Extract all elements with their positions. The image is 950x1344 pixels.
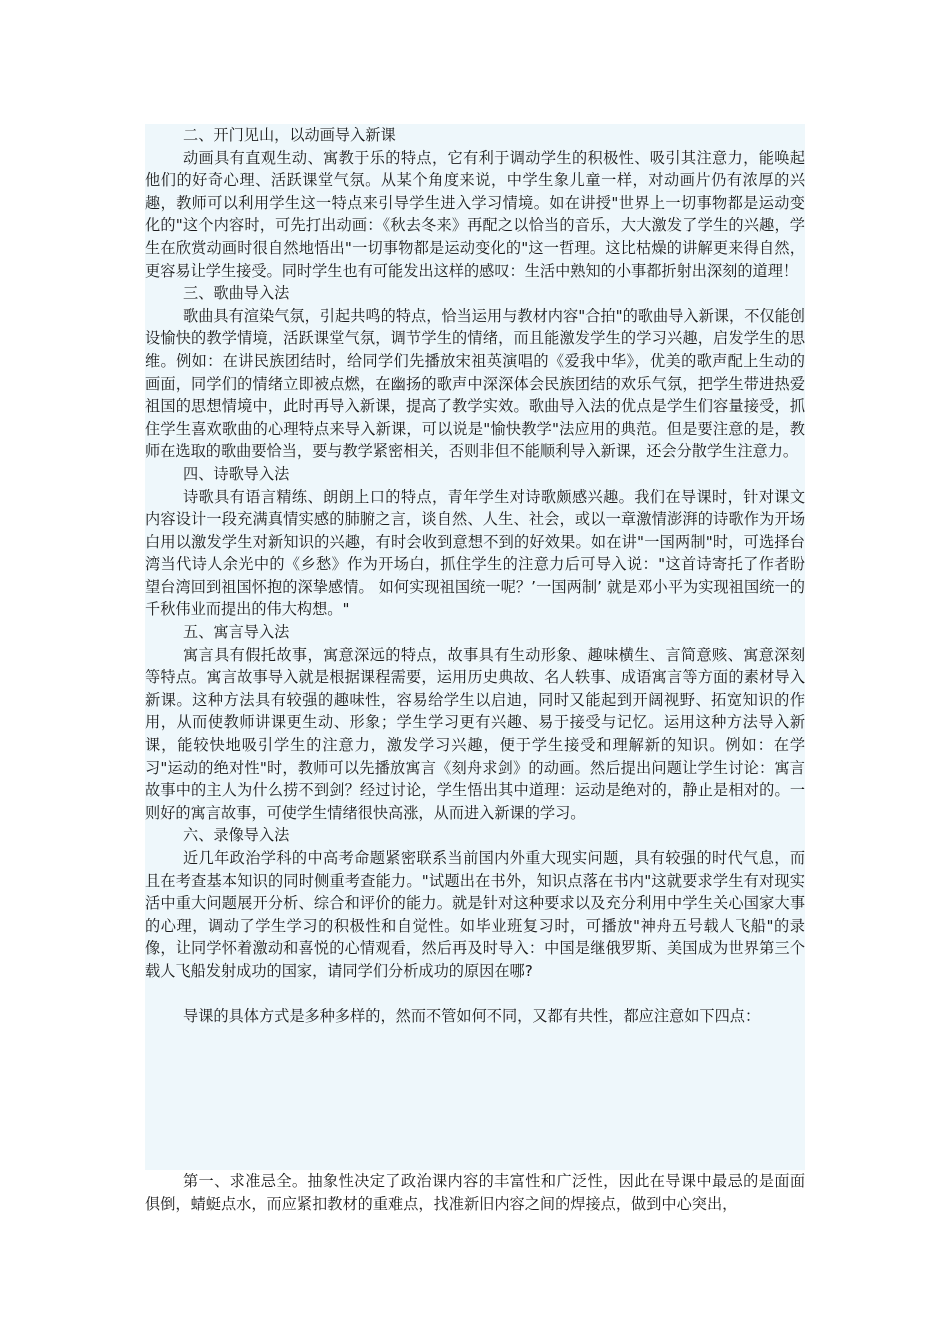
body-paragraph: 歌曲具有渲染气氛，引起共鸣的特点，恰当运用与教材内容"合拍"的歌曲导入新课，不仅能创设愉快的教学情境，活跃课堂气氛，调节学生的情绪，而且能激发学生的学习兴趣，启发学生的思维。例如：在讲民族团结时，给同学们先播放宋祖英演唱的《爱我中华》，优美的歌声配上生动的画面，同学们的情绪立即被点燃，在幽扬的歌声中深深体会民族团结的欢乐气氛，把学生带进热爱祖国的思想情境中，此时再导入新课，提高了教学实效。歌曲导入法的优点是学生们容量接受，抓住学生喜欢歌曲的心理特点来导入新课，可以说是"愉快教学"法应用的典范。但是要注意的是，教师在选取的歌曲要恰当，要与教学紧密相关，否则非但不能顺利导入新课，还会分散学生注意力。 xyxy=(145,306,805,461)
body-paragraph: 寓言具有假托故事，寓意深远的特点，故事具有生动形象、趣味横生、言简意赅、寓意深刻等特点。寓言故事导入就是根据课程需要，运用历史典故、名人轶事、成语寓言等方面的素材导入新课。这种方法具有较强的趣味性，容易给学生以启迪，同时又能起到开阔视野、拓宽知识的作用，从而使教师讲课更生动、形象；学生学习更有兴趣、易于接受与记忆。运用这种方法导入新课，能较快地吸引学生的注意力，激发学习兴趣，便于学生接受和理解新的知识。例如：在学习"运动的绝对性"时，教师可以先播放寓言《刻舟求剑》的动画。然后提出问题让学生讨论：寓言故事中的主人为什么捞不到剑？经过讨论，学生悟出其中道理：运动是绝对的，静止是相对的。一则好的寓言故事，可使学生情绪很快高涨，从而进入新课的学习。 xyxy=(145,645,805,822)
section-heading: 五、寓言导入法 xyxy=(183,623,290,642)
body-paragraph: 动画具有直观生动、寓教于乐的特点，它有利于调动学生的积极性、吸引其注意力，能唤起他们的好奇心理、活跃课堂气氛。从某个角度来说，中学生象儿童一样，对动画片仍有浓厚的兴趣，教师可以利用学生这一特点来引导学生进入学习情境。如在讲授"世界上一切事物都是运动变化的"这个内容时，可先打出动画：《秋去冬来》再配之以恰当的音乐，大大激发了学生的兴趣，学生在欣赏动画时很自然地悟出"一切事物都是运动变化的"这一哲理。这比枯燥的讲解更来得自然，更容易让学生接受。同时学生也有可能发出这样的感叹：生活中熟知的小事都折射出深刻的道理！ xyxy=(145,148,805,280)
paragraph-first-point: 第一、求准忌全。抽象性决定了政治课内容的丰富性和广泛性，因此在导课中最忌的是面面俱倒，蜻蜓点水，而应紧扣教材的重难点，找准新旧内容之间的焊接点，做到中心突出， xyxy=(145,1172,805,1213)
body-paragraph: 诗歌具有语言精练、朗朗上口的特点，青年学生对诗歌颇感兴趣。我们在导课时，针对课文内容设计一段充满真情实感的肺腑之言，谈自然、人生、社会，或以一章激情澎湃的诗歌作为开场白用以激发学生对新知识的兴趣，有时会收到意想不到的好效果。如在讲"一国两制"时，可选择台湾当代诗人余光中的《乡愁》作为开场白，抓住学生的注意力后可导入说："这首诗寄托了作者盼望台湾回到祖国怀抱的深挚感情。 如何实现祖国统一呢？’一国两制’ 就是邓小平为实现祖国统一的千秋伟业而提出的伟大构想。" xyxy=(145,487,805,619)
section-heading: 三、歌曲导入法 xyxy=(183,284,290,303)
highlighted-text-block xyxy=(145,124,805,1170)
section-heading: 六、录像导入法 xyxy=(183,826,290,845)
blank-line xyxy=(145,983,805,1006)
section-heading: 四、诗歌导入法 xyxy=(183,464,290,483)
body-paragraph: 导课的具体方式是多种多样的，然而不管如何不同，又都有共性，都应注意如下四点： xyxy=(183,1007,761,1026)
body-paragraph: 近几年政治学科的中高考命题紧密联系当前国内外重大现实问题，具有较强的时代气息，而且在考查基本知识的同时侧重考查能力。"试题出在书外，知识点落在书内"这就要求学生有对现实活中重大问题展开分析、综合和评价的能力。就是针对这种要求以及充分利用中学生关心国家大事的心理，调动了学生学习的积极性和自觉性。如毕业班复习时，可播放"神舟五号载人飞船"的录像，让同学怀着激动和喜悦的心情观看，然后再及时导入：中国是继俄罗斯、美国成为世界第三个载人飞船发射成功的国家，请同学们分析成功的原因在哪? xyxy=(145,849,805,980)
section-heading: 二、开门见山，以动画导入新课 xyxy=(183,126,396,144)
continuation-text xyxy=(145,1170,805,1215)
